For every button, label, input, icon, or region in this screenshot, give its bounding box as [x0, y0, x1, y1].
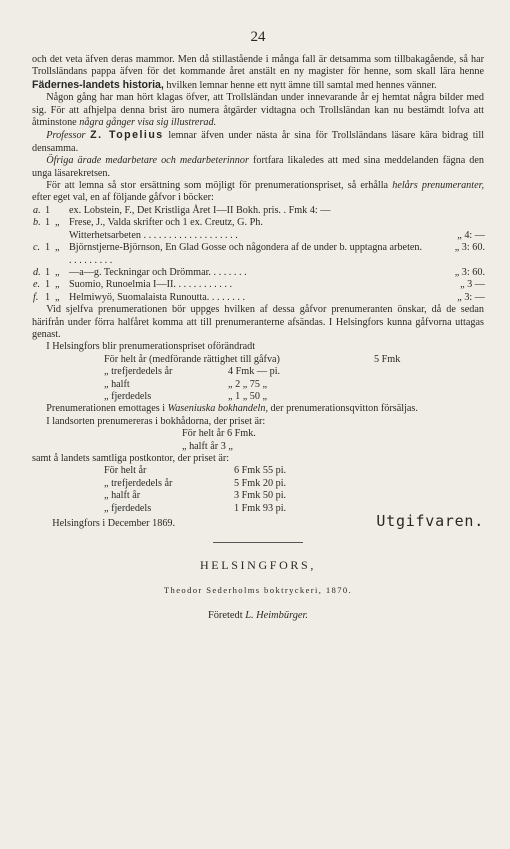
gift-row: [33, 242, 485, 267]
gift-title: Frese, J., Valda skrifter och 1 ex. Creutz, G. Ph.: [69, 217, 263, 229]
price-amount: 5 Fmk: [374, 353, 401, 365]
paragraph-contributors: [32, 155, 484, 180]
gift-letter: f.: [33, 291, 39, 303]
gift-ditto: [55, 205, 69, 217]
postkontor-intro: samt å landets samtliga postkontor, der priset är:: [32, 453, 230, 464]
gift-list: [33, 205, 485, 304]
gift-count: 1: [45, 217, 51, 229]
gift-title: ex. Lobstein, F., Det Kristliga Året I—II Bokh. pris. . Fmk 4: —: [69, 204, 331, 216]
gift-count: 1: [45, 291, 51, 303]
gift-title: Witterhetsarbeten . . . . . . . . . . . . . . . . . . .: [69, 229, 238, 241]
price-label: För helt år: [104, 465, 147, 477]
helsingfors-intro: I Helsingfors blir prenumerationspriset oförändradt: [46, 341, 256, 353]
price-label: „ fjerdedels: [104, 390, 152, 402]
page-number: 24: [250, 29, 266, 45]
paragraph-illustrations: [32, 92, 484, 129]
gift-letter: a.: [33, 204, 41, 216]
price-amount: „ 2 „ 75 „: [228, 378, 268, 390]
gift-title: Helmiwyö, Suomalaista Runoutta. . . . . . . .: [69, 291, 246, 303]
gift-row: [33, 205, 485, 217]
censor-prefix: Företedt: [207, 610, 243, 622]
gift-count: 1: [45, 266, 51, 278]
gift-count: 1: [45, 279, 51, 291]
gift-count: [45, 230, 55, 242]
censor-line: [32, 610, 484, 622]
intro-text-b: hvilken lemnar henne ett nytt ämne till samtal med hennes vänner.: [166, 79, 437, 91]
gift-ditto: „: [55, 242, 60, 254]
office-italic: Waseniuska bokhandeln,: [167, 403, 268, 415]
paragraph-topelius: [32, 129, 484, 155]
imprint-printer: Theodor Sederholms boktryckeri, 1870.: [163, 584, 353, 595]
price-row: För helt år 6 Fmk.: [182, 428, 256, 440]
gift-ditto: [55, 230, 69, 242]
price-amount: 6 Fmk 55 pi.: [234, 465, 287, 477]
publisher-signature: Utgifvaren.: [376, 512, 484, 531]
price-amount: 3 Fmk 50 pi.: [234, 490, 287, 502]
gift-ditto: „: [55, 279, 60, 291]
gift-title: Björnstjerne-Björnson, En Glad Gosse och någondera af de under b. upptagna arbeten. . . . . . . . . .: [69, 242, 423, 266]
topelius-text: lemnar äfven under nästa år sina för Trollsländans läsare kära bidrag till densamma.: [32, 130, 485, 154]
office-text-b: der prenumerationsqvitton försäljas.: [270, 403, 418, 415]
contributors-text: fortfara likaledes att med sina meddelanden fägna den unga läsarekretsen.: [32, 155, 484, 179]
price-label: „ trefjerdedels år: [104, 366, 173, 378]
gift-count: 1: [45, 242, 51, 254]
price-row: [104, 354, 484, 366]
price-label: „ halft år: [104, 490, 141, 502]
gifts-intro-italic: helårs prenumeranter,: [392, 180, 485, 192]
gift-row: [33, 267, 485, 279]
price-amount: „ 1 „ 50 „: [228, 390, 268, 402]
price-row: [104, 391, 484, 403]
office-text-a: Prenumerationen emottages i: [46, 403, 166, 415]
illus-text: Någon gång har man hört klagas öfver, att Trollsländan under innevarande år ej hemtat några bilder med sig. För att afhjelpa denna brist äro numera åtgärder vidtagna och Trollsländan kan nu bestämdt lofva att åtminstone: [32, 92, 484, 129]
price-amount: 5 Fmk 20 pi.: [234, 477, 287, 489]
date-line: Helsingfors i December 1869.: [52, 518, 176, 530]
gift-letter: b.: [33, 217, 41, 229]
price-amount: 4 Fmk — pi.: [228, 366, 281, 378]
gifts-intro-a: För att lemna så stor ersättning som möjligt för prenumerationspriset, så erhålla: [46, 180, 389, 192]
gift-price: „ 4: —: [457, 229, 485, 241]
contributors-italic: Öfriga ärade medarbetare och medarbeterinnor: [46, 155, 249, 167]
price-label: För helt år (medförande rättighet till gåfva): [104, 353, 280, 365]
landsorten-price-list: [182, 428, 484, 453]
price-row: [104, 379, 484, 391]
gift-price: „ 3: 60.: [454, 242, 485, 254]
paragraph-gift-choice: Vid sjelfva prenumerationen bör uppges hvilken af dessa gåfvor prenumeranten önskar, då de sedan härifrån under förra halfåret komma att till prenumeranterne afsändas. I Helsingfors kunna gåfvorna uttagas genast.: [32, 304, 484, 340]
gift-letter: d.: [33, 266, 41, 278]
gift-letter: c.: [33, 242, 41, 254]
price-row: [104, 366, 484, 378]
gift-price: „ 3: 60.: [454, 266, 485, 278]
gift-price: „ 3 —: [460, 279, 485, 291]
gifts-intro-b: efter eget val, en af följande gåfvor i böcker:: [32, 192, 214, 204]
intro-text-a: och det veta äfven deras mammor. Men då stillastående i många fall är detsamma som tillbakagående, så har Trollsländans pappa äfven för det kommande året anstält en ny magister för henne, som skall lära henne: [32, 54, 484, 78]
price-label: „ trefjerdedels år: [104, 477, 173, 489]
gift-row: [33, 217, 485, 229]
gift-letter: e.: [33, 279, 41, 291]
paragraph-gifts-intro: [32, 180, 484, 205]
gift-row: [33, 292, 485, 304]
gift-price: „ 3: —: [457, 291, 485, 303]
postkontor-price-list: [104, 465, 484, 515]
imprint-city: HELSINGFORS,: [199, 558, 317, 573]
gift-title: —a—g. Teckningar och Drömmar. . . . . . . .: [69, 266, 247, 278]
price-row: [104, 478, 484, 490]
intro-bold-title: Fädernes-landets historia,: [32, 78, 164, 91]
price-row: „ halft år 3 „: [182, 440, 233, 452]
gift-title: Suomio, Runoelmia I—II. . . . . . . . . . . .: [69, 279, 232, 291]
illus-italic: några gånger visa sig illustrerad.: [79, 117, 217, 129]
signature-line: [32, 512, 484, 531]
paragraph-subscription-office: [32, 403, 484, 415]
gift-letter: [33, 230, 45, 242]
gift-ditto: „: [55, 266, 60, 278]
gift-ditto: „: [55, 291, 60, 303]
topelius-name: Z. Topelius: [90, 129, 164, 142]
landsorten-intro: I landsorten prenumereras i bokhådorna, der priset är:: [46, 415, 266, 427]
topelius-title: Professor: [46, 130, 86, 142]
gift-count: 1: [45, 204, 51, 216]
price-label: „ halft: [104, 378, 130, 390]
gift-row: [33, 279, 485, 291]
censor-name: L. Heimbürger.: [245, 610, 309, 622]
helsingfors-price-list: [104, 354, 484, 404]
price-label: „ fjerdedels: [104, 502, 152, 514]
price-row: [104, 465, 484, 477]
gift-row: [33, 230, 485, 242]
paragraph-intro: [32, 54, 484, 92]
price-row: [104, 490, 484, 502]
divider-rule: [213, 542, 303, 543]
price-amount: 1 Fmk 93 pi.: [234, 502, 287, 514]
gift-ditto: „: [55, 217, 60, 229]
